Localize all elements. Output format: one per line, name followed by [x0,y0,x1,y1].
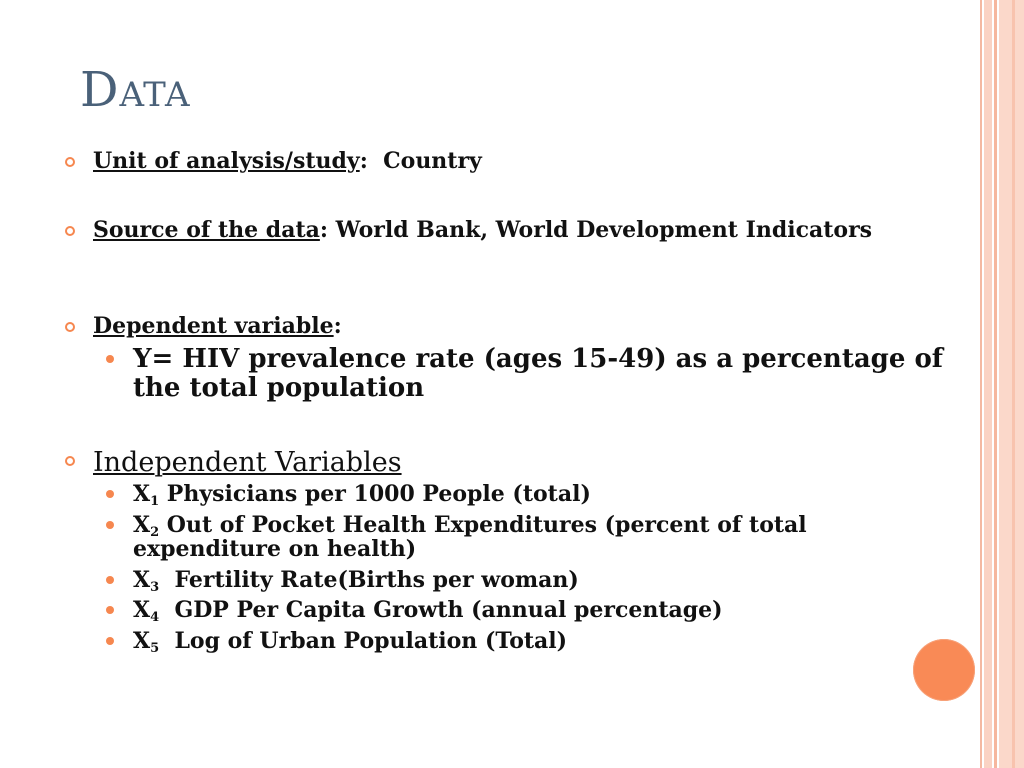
slide-title: Data [80,62,191,118]
border-stripe [994,0,997,768]
bullet-text: World Bank, World Development Indicators [328,217,873,243]
variable-subscript: 3 [150,580,160,595]
sub-bullet-x2 [133,513,943,561]
bullet-label: Source of the data [93,217,320,243]
variable-letter: X [133,567,151,593]
variable-letter: X [133,597,151,623]
bullet-label: Independent Variables [93,447,402,478]
variable-description: Fertility Rate(Births per woman) [159,567,579,593]
sub-bullet-x1 [133,481,943,509]
sub-bullet-x5 [133,628,943,656]
variable-letter: X [133,512,151,538]
variable-subscript: 4 [150,610,160,625]
bullet-independent-variables [93,448,943,478]
variable-description: GDP Per Capita Growth (annual percentage) [159,597,723,623]
sub-bullet-x4 [133,597,943,625]
bullet-dependent-variable [93,314,943,339]
variable-letter: X [133,481,151,507]
variable-description: Physicians per 1000 People (total) [159,481,591,507]
border-stripe [1012,0,1015,768]
bullet-text: Country [367,148,482,174]
bullet-label: Dependent variable [93,313,334,339]
bullet-label: Unit of analysis/study [93,148,360,174]
sub-bullet-x3 [133,567,943,595]
border-stripe [980,0,982,768]
variable-subscript: 5 [150,641,160,656]
variable-description: Out of Pocket Health Expenditures (percent of total expenditure on health) [133,512,807,562]
bullet-source-of-data [93,218,943,243]
bullet-separator: : [359,148,368,174]
border-stripe [984,0,992,768]
variable-letter: X [133,628,151,654]
variable-subscript: 2 [150,525,160,540]
bullet-unit-of-analysis [93,149,943,174]
bullet-separator: : [319,217,328,243]
bullet-separator: : [333,313,342,339]
variable-subscript: 1 [150,494,160,509]
variable-description: Log of Urban Population (Total) [159,628,568,654]
sub-bullet-dependent: Y= HIV prevalence rate (ages 15-49) as a percentage of the total population [133,344,943,403]
